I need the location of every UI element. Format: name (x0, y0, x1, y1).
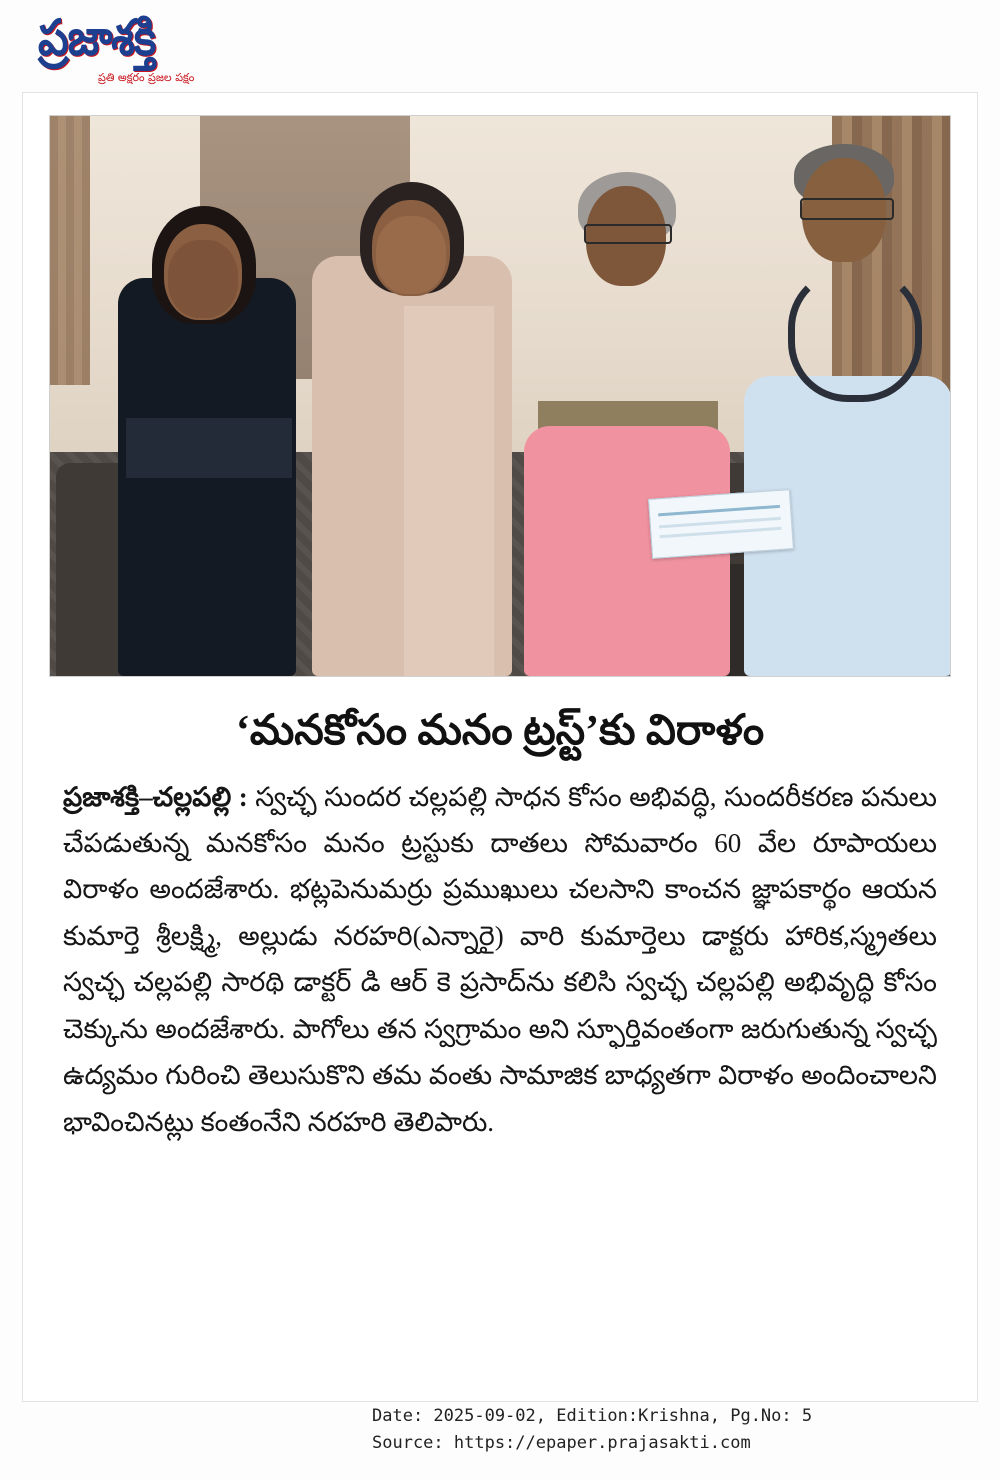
stethoscope-icon (788, 268, 922, 402)
photo-person-2-saree (404, 306, 494, 676)
article-headline: ‘మనకోసం మనం ట్రస్ట్‌’కు విరాళం (235, 708, 765, 754)
photo-person-donor-man (520, 156, 735, 676)
photo-illustration (50, 116, 950, 676)
article-container (22, 92, 978, 1402)
photo-background-curtain-left (50, 116, 90, 385)
masthead-logo: ప్రజాశక్తి (38, 9, 156, 67)
photo-person-doctor (740, 136, 951, 676)
footer-source-url: Source: https://epaper.prajasakti.com (372, 1432, 751, 1453)
footer-date-edition: Date: 2025-09-02, Edition:Krishna, Pg.No: 5 (372, 1406, 813, 1427)
article-dateline: ప్రజాశక్తి–చల్లపల్లి : (63, 781, 248, 812)
photo-person-1-face (168, 240, 238, 318)
masthead-tagline: ప్రతి అక్షరం ప్రజల పక్షం (98, 71, 195, 84)
photo-cheque (648, 489, 794, 559)
photo-person-elder-woman (308, 156, 518, 676)
article-photo (49, 115, 951, 677)
photo-person-young-woman (112, 168, 302, 676)
masthead (38, 9, 318, 86)
photo-person-1-dupatta (126, 418, 292, 478)
source-footer (372, 1403, 812, 1456)
article-body (63, 774, 937, 1146)
photo-person-4-glasses-icon (800, 198, 894, 220)
article-body-text: స్వచ్ఛ సుందర చల్లపల్లి సాధన కోసం అభివద్ధి, సుందరీకరణ పనులు చేపడుతున్న మనకోసం మనం ట్రస్టుకు దాతలు సోమవారం 60 వేల రూపాయలు విరాళం అందజేశారు. భట్లపెనుమర్రు ప్రముఖులు చలసాని కాంచన జ్ఞాపకార్థం ఆయన కుమార్తె శ్రీలక్ష్మి, అల్లుడు నరహరి(ఎన్నారై) వారి కుమార్తెలు డాక్టరు హారిక,స్మ్రతలు స్వచ్ఛ చల్లపల్లి సారథి డాక్టర్ డి ఆర్ కె ప్రసాద్‌ను కలిసి స్వచ్ఛ చల్లపల్లి అభివృద్ధి కోసం చెక్కును అందజేశారు. పాగోలు తన స్వగ్రామం అని స్ఫూర్తివంతంగా జరుగుతున్న స్వచ్ఛ ఉద్యమం గురించి తెలుసుకొని తమ వంతు సామాజిక బాధ్యతగా విరాళం అందించాలని భావించినట్లు కంతంనేని నరహరి తెలిపారు. (63, 781, 937, 1137)
photo-person-2-face (376, 216, 446, 294)
photo-person-3-glasses-icon (584, 224, 672, 244)
